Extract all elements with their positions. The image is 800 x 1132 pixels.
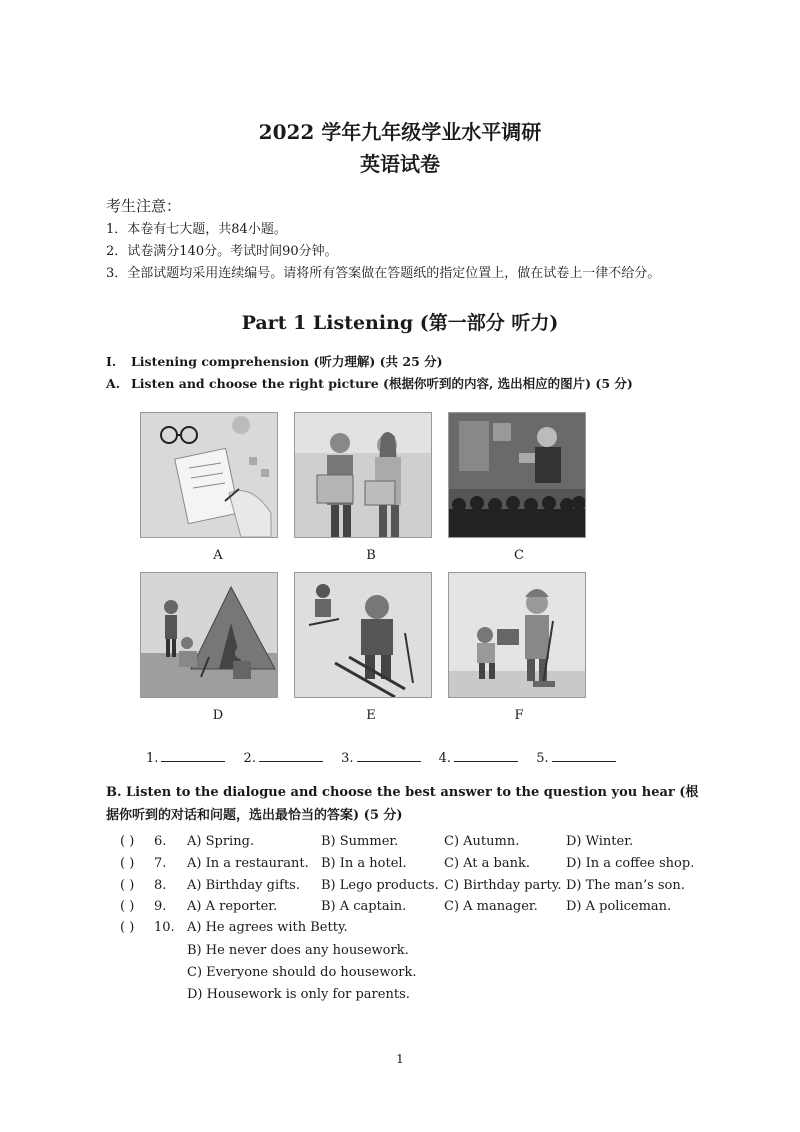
option-c: C) Autumn.	[444, 834, 520, 849]
option-a: A) In a restaurant.	[187, 856, 309, 871]
part-title: Part 1 Listening (第一部分 听力)	[241, 312, 559, 334]
option-d: D) The man’s son.	[566, 878, 685, 893]
picture-label: C	[514, 548, 524, 563]
answer-paren[interactable]: ( )	[120, 920, 135, 935]
picture-label: B	[366, 548, 376, 563]
option-d: D) Winter.	[566, 834, 634, 849]
option-b: B) In a hotel.	[321, 856, 407, 871]
section-a-number: A.	[106, 376, 121, 391]
option-d: D) Housework is only for parents.	[187, 987, 410, 1002]
picture-label: F	[514, 708, 524, 723]
option-c: C) A manager.	[444, 899, 538, 914]
answer-paren[interactable]: ( )	[120, 834, 135, 849]
option-b: B) Summer.	[321, 834, 399, 849]
answer-blanks	[146, 749, 630, 766]
blank-number: 4.	[438, 751, 452, 766]
question-number: 7.	[154, 856, 167, 871]
picture-label: D	[212, 708, 224, 723]
camping-family-picture	[140, 572, 278, 698]
blank-number: 1.	[146, 751, 159, 766]
section-i-text: Listening comprehension (听力理解) (共 25 分)	[131, 354, 443, 369]
picture-label: E	[366, 708, 376, 723]
option-a: A) A reporter.	[187, 899, 278, 914]
option-b: B) He never does any housework.	[187, 943, 409, 958]
option-a: A) He agrees with Betty.	[187, 920, 348, 935]
exam-subtitle: 英语试卷	[360, 152, 440, 176]
notice-item: 1．本卷有七大题，共84小题。	[106, 222, 287, 237]
answer-blank[interactable]	[341, 749, 420, 766]
option-c: C) Birthday party.	[444, 878, 562, 893]
picture-label: A	[213, 548, 223, 563]
notice-item: 3．全部试题均采用连续编号。请将所有答案做在答题纸的指定位置上，做在试卷上一律不给分。	[106, 266, 661, 281]
answer-blank[interactable]	[536, 749, 615, 766]
notebook-writing-picture	[140, 412, 278, 538]
blank-number: 2.	[243, 751, 256, 766]
section-a-heading	[106, 374, 633, 392]
couple-moving-boxes-picture	[294, 412, 432, 538]
option-b: B) A captain.	[321, 899, 407, 914]
notice-item: 2．试卷满分140分。考试时间90分钟。	[106, 244, 338, 259]
skiing-picture	[294, 572, 432, 698]
housework-mopping-picture	[448, 572, 586, 698]
option-c: C) At a bank.	[444, 856, 531, 871]
answer-blank[interactable]	[146, 749, 225, 766]
option-a: A) Birthday gifts.	[187, 878, 300, 893]
section-b-heading: B. Listen to the dialogue and choose the best answer to the question you hear (根据你听到的对话和问题，选出最恰当的答案) (5 分)	[106, 785, 699, 823]
answer-blank[interactable]	[244, 749, 323, 766]
astronaut-class-picture	[448, 412, 586, 538]
section-a-text: Listen and choose the right picture (根据你听到的内容, 选出相应的图片) (5 分)	[131, 376, 633, 391]
answer-blank[interactable]	[439, 749, 518, 766]
option-a: A) Spring.	[187, 834, 255, 849]
option-b: B) Lego products.	[321, 878, 439, 893]
question-number: 9.	[154, 899, 167, 914]
answer-paren[interactable]: ( )	[120, 856, 135, 871]
question-number: 6.	[154, 834, 167, 849]
question-number: 8.	[154, 878, 167, 893]
answer-paren[interactable]: ( )	[120, 899, 135, 914]
exam-title: 2022 学年九年级学业水平调研	[258, 120, 542, 144]
question-number: 10.	[154, 920, 175, 935]
option-d: D) A policeman.	[566, 899, 672, 914]
answer-paren[interactable]: ( )	[120, 878, 135, 893]
option-c: C) Everyone should do housework.	[187, 965, 417, 980]
blank-number: 5.	[536, 751, 549, 766]
blank-number: 3.	[341, 751, 354, 766]
section-i-number: I.	[106, 354, 117, 369]
page-number: 1	[396, 1052, 404, 1066]
option-d: D) In a coffee shop.	[566, 856, 695, 871]
notice-heading: 考生注意：	[106, 197, 182, 215]
section-i-heading	[106, 352, 443, 370]
